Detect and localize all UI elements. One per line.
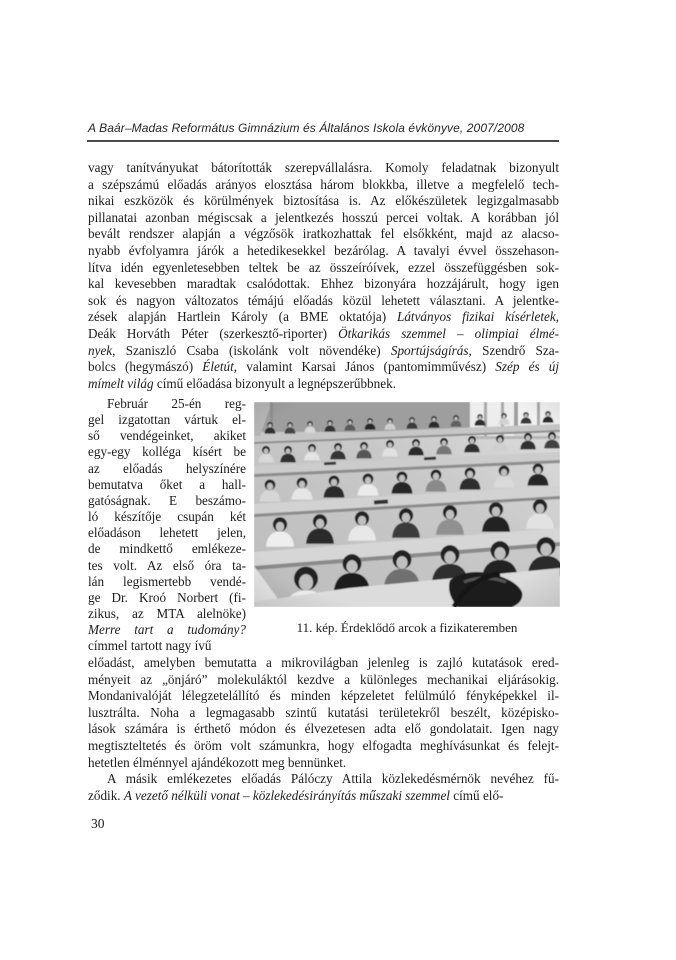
text-line: ződik. A vezető nélküli vonat – közlekedésirányítás műszaki szemmel című elő- [88,787,504,803]
header-rule [87,140,559,142]
text-line: lusztrálta. Noha a legmagasabb szintű kutatási területekről beszélt, középisko- [88,704,559,720]
text-line: vagy tanítványukat bátorították szerepvállalásra. Komoly feladatnak bizonyult [88,160,559,175]
text-line: lások számára is érthető módon és élvezetesen adta elő gondolatait. Igen nagy [88,721,559,737]
text-line: nikai eszközök és körülmények biztosítása is. Az előkészületek legizgalmasabb [88,193,559,209]
text-line: Deák Horváth Péter (szerkesztő-riporter) Ötkarikás szemmel – olimpiai élmé- [88,325,559,341]
text-line: pillanatai azonban mégiscsak a jelentkezés hosszú percei voltak. A korábban jól [88,209,559,225]
paragraph-2-left-column [88,396,246,655]
text-line: bemutatva őket a hall- [88,476,246,492]
page-number: 30 [91,816,105,831]
paragraphs-bottom [88,655,559,804]
text-line: gel izgatottan vártuk el- [88,412,246,428]
text-line: nyabb évfolyamra járók a hetedikesekkel bezárólag. A tavalyi évvel összehason- [88,242,559,258]
text-line: az előadás helyszínére [88,460,246,476]
text-line: előadást, amelyben bemutatta a mikrovilágban jelenleg is zajló kutatások ered- [88,655,559,670]
text-line: de mindkettő emlékeze- [88,541,246,557]
paragraph-3 [88,655,559,771]
text-line: lítva idén egyenletesebben teltek be az összeíróívek, ezzel összefüggésben sok- [88,259,559,275]
text-line: mímelt világ című előadása bizonyult a legnépszerűbbnek. [88,375,396,391]
text-line: Február 25-én reg- [107,396,246,411]
text-line: ge Dr. Kroó Norbert (fi- [88,589,246,605]
text-line: ló készítője csupán két [88,509,246,525]
text-line: lán legismertebb vendé- [88,573,246,589]
text-line: zések alapján Hartlein Károly (a BME oktatója) Látványos fizikai kísérletek, [88,309,559,325]
text-line: zikus, az MTA alelnöke) [88,606,246,622]
running-header: A Baár–Madas Református Gimnázium és Általános Iskola évkönyve, 2007/2008 [88,121,525,135]
text-line: gatóságnak. E beszámo- [88,492,246,508]
text-line: bevált rendszer alapján a végzősök iratkozhattak fel elsőkként, majd az alacso- [88,226,559,242]
text-line: tes volt. Az első óra ta- [88,557,246,573]
text-line: előadáson lehetett jelen, [88,525,246,541]
text-line: A másik emlékezetes előadás Pálóczy Attila közlekedésmérnök nevéhez fű- [107,771,559,787]
text-line: hetetlen élménnyel ajándékozott meg bennünket. [88,754,347,770]
classroom-photo-image [254,402,560,607]
classroom-photo [254,402,560,607]
text-line: ményeit az „önjáró” molekuláktól kezdve a különleges mechanikai eljárásokig. [88,671,559,687]
text-line: egy-egy kolléga kísért be [88,444,246,460]
text-line: címmel tartott nagy ívű [88,638,212,654]
paragraph-4 [88,771,559,804]
text-line: a szépszámú előadás arányos elosztása három blokkba, illetve a megfelelő tech- [88,176,559,192]
photo-caption: 11. kép. Érdeklődő arcok a fizikateremben [296,620,518,635]
text-line: megtiszteltetés és öröm volt számunkra, hogy elfogadta meghívásunkat és felejt- [88,737,559,753]
text-line: Merre tart a tudomány? [88,622,246,638]
text-line: Mondanivalóját lélegzetelállító és minden képzeletet felülmúló fényképekkel il- [88,688,559,704]
text-line: bolcs (hegymászó) Életút, valamint Karsai János (pantomimművész) Szép és új [88,359,559,375]
text-line: ső vendégeinket, akiket [88,428,246,444]
paragraph-1 [88,160,559,392]
text-line: sok és nagyon változatos témájú előadás közül lehetett választani. A jelentke- [88,292,559,308]
text-line: nyek, Szaniszló Csaba (iskolánk volt növendéke) Sportújságírás, Szendrő Sza- [88,342,559,358]
text-line: kal kevesebben maradtak csalódottak. Ehhez bizonyára hozzájárult, hogy igen [88,276,559,292]
